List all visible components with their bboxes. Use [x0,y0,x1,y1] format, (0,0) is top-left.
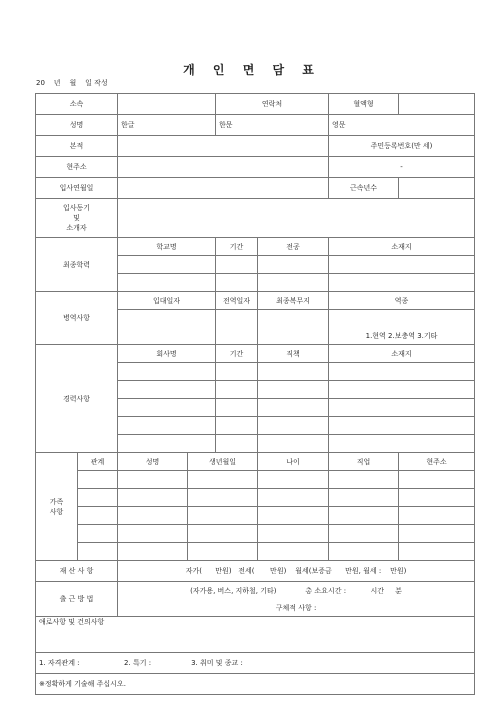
education-cell[interactable] [329,274,475,292]
education-header-major: 전공 [258,238,329,256]
family-cell[interactable] [78,507,118,525]
family-cell[interactable] [188,471,258,489]
family-cell[interactable] [399,525,475,543]
military-type-cell[interactable] [329,310,475,328]
career-cell[interactable] [258,381,329,399]
commute-method-field[interactable]: (자가용, 버스, 지하철, 기타) 총 소요시간 : 시간 분 [118,582,475,600]
education-header-period: 기간 [216,238,258,256]
family-cell[interactable] [399,471,475,489]
career-cell[interactable] [216,399,258,417]
career-cell[interactable] [258,435,329,453]
education-cell[interactable] [216,274,258,292]
career-header-company: 회사명 [118,345,216,363]
career-cell[interactable] [118,381,216,399]
family-cell[interactable] [258,543,329,561]
motive-label-line-2: 및 [73,214,80,222]
family-header-relation: 관계 [78,453,118,471]
family-cell[interactable] [258,489,329,507]
education-header-location: 소재지 [329,238,475,256]
military-cell[interactable] [118,310,216,345]
instruction-note: ※정확하게 기술해 주십시오. [36,674,475,695]
career-cell[interactable] [329,417,475,435]
motive-label-line-3: 소개자 [66,224,87,232]
military-label: 병역사항 [36,292,118,345]
family-cell[interactable] [118,471,188,489]
career-header-location: 소재지 [329,345,475,363]
extras-field[interactable]: 1. 자격관계 : 2. 특기 : 3. 취미 및 종교 : [36,653,475,674]
career-cell[interactable] [118,417,216,435]
career-cell[interactable] [329,435,475,453]
family-cell[interactable] [399,489,475,507]
military-header-last-post: 최종복무지 [258,292,329,310]
motive-label-line-1: 입사동기 [62,204,91,212]
name-korean-field[interactable]: 한글 [118,115,216,136]
career-header-position: 직책 [258,345,329,363]
family-cell[interactable] [78,525,118,543]
career-cell[interactable] [216,417,258,435]
property-field[interactable]: 자가( 만원) 전세( 만원) 월세(보증금 만원, 월세 : 만원) [118,561,475,582]
family-header-job: 직업 [329,453,399,471]
family-cell[interactable] [329,507,399,525]
name-hanja-field[interactable]: 한문 [216,115,329,136]
resident-number-field[interactable]: - [329,157,475,178]
military-header-type: 역종 [329,292,475,310]
name-english-field[interactable]: 영문 [329,115,475,136]
years-service-label: 근속년수 [329,178,399,199]
family-label-line-1: 가족 [49,497,64,506]
career-header-period: 기간 [216,345,258,363]
career-label: 경력사항 [36,345,118,453]
career-cell[interactable] [216,363,258,381]
years-service-field[interactable] [399,178,475,199]
family-cell[interactable] [329,471,399,489]
family-cell[interactable] [188,507,258,525]
family-cell[interactable] [188,525,258,543]
date-line: 20 년 월 일 작성 [36,79,108,87]
family-label [36,453,78,561]
career-cell[interactable] [118,435,216,453]
career-cell[interactable] [258,399,329,417]
military-header-enlist: 입대일자 [118,292,216,310]
resident-number-label: 주민등록번호(만 세) [329,136,475,157]
family-cell[interactable] [399,543,475,561]
education-cell[interactable] [118,256,216,274]
military-header-discharge: 전역일자 [216,292,258,310]
career-cell[interactable] [258,417,329,435]
education-cell[interactable] [118,274,216,292]
address-label: 현주소 [36,157,118,178]
military-cell[interactable] [216,310,258,345]
family-cell[interactable] [118,507,188,525]
military-type-note: 1.현역 2.보충역 3.기타 [329,327,475,345]
family-cell[interactable] [329,489,399,507]
contact-label: 연락처 [216,94,329,115]
education-cell[interactable] [329,256,475,274]
family-label-line-2: 사항 [49,507,64,516]
family-cell[interactable] [118,543,188,561]
family-header-age: 나이 [258,453,329,471]
family-cell[interactable] [329,525,399,543]
family-cell[interactable] [188,543,258,561]
commute-detail-field[interactable]: 구체적 사항 : [118,599,475,617]
family-header-name: 성명 [118,453,188,471]
name-label: 성명 [36,115,118,136]
difficulties-field[interactable]: 애로사항 및 건의사항 [36,617,475,653]
family-cell[interactable] [258,471,329,489]
career-cell[interactable] [258,363,329,381]
property-label: 재 산 사 항 [36,561,118,582]
join-date-field[interactable] [118,178,329,199]
affiliation-field[interactable] [118,94,216,115]
blood-type-label: 혈액형 [329,94,399,115]
career-cell[interactable] [216,435,258,453]
family-cell[interactable] [118,525,188,543]
family-cell[interactable] [78,489,118,507]
family-cell[interactable] [258,525,329,543]
family-header-birth: 생년월일 [188,453,258,471]
career-cell[interactable] [329,399,475,417]
family-cell[interactable] [258,507,329,525]
motive-field[interactable] [118,199,475,238]
career-cell[interactable] [216,381,258,399]
education-cell[interactable] [258,274,329,292]
education-label: 최종학력 [36,238,118,292]
career-cell[interactable] [329,363,475,381]
education-cell[interactable] [258,256,329,274]
career-cell[interactable] [118,363,216,381]
career-cell[interactable] [118,399,216,417]
education-header-school: 학교명 [118,238,216,256]
commute-label: 출 근 방 법 [36,582,118,617]
education-cell[interactable] [216,256,258,274]
family-cell[interactable] [118,489,188,507]
career-cell[interactable] [329,381,475,399]
hometown-field[interactable] [118,136,329,157]
hometown-label: 본적 [36,136,118,157]
affiliation-label: 소속 [36,94,118,115]
join-date-label: 입사연월일 [36,178,118,199]
family-cell[interactable] [329,543,399,561]
family-cell[interactable] [78,471,118,489]
family-cell[interactable] [78,543,118,561]
blood-type-field[interactable] [399,94,475,115]
form-title: 개 인 면 담 표 [183,63,321,77]
family-cell[interactable] [399,507,475,525]
family-header-address: 현주소 [399,453,475,471]
motive-label [36,199,118,238]
interview-form-table [35,93,475,695]
address-field[interactable] [118,157,329,178]
family-cell[interactable] [188,489,258,507]
military-cell[interactable] [258,310,329,345]
